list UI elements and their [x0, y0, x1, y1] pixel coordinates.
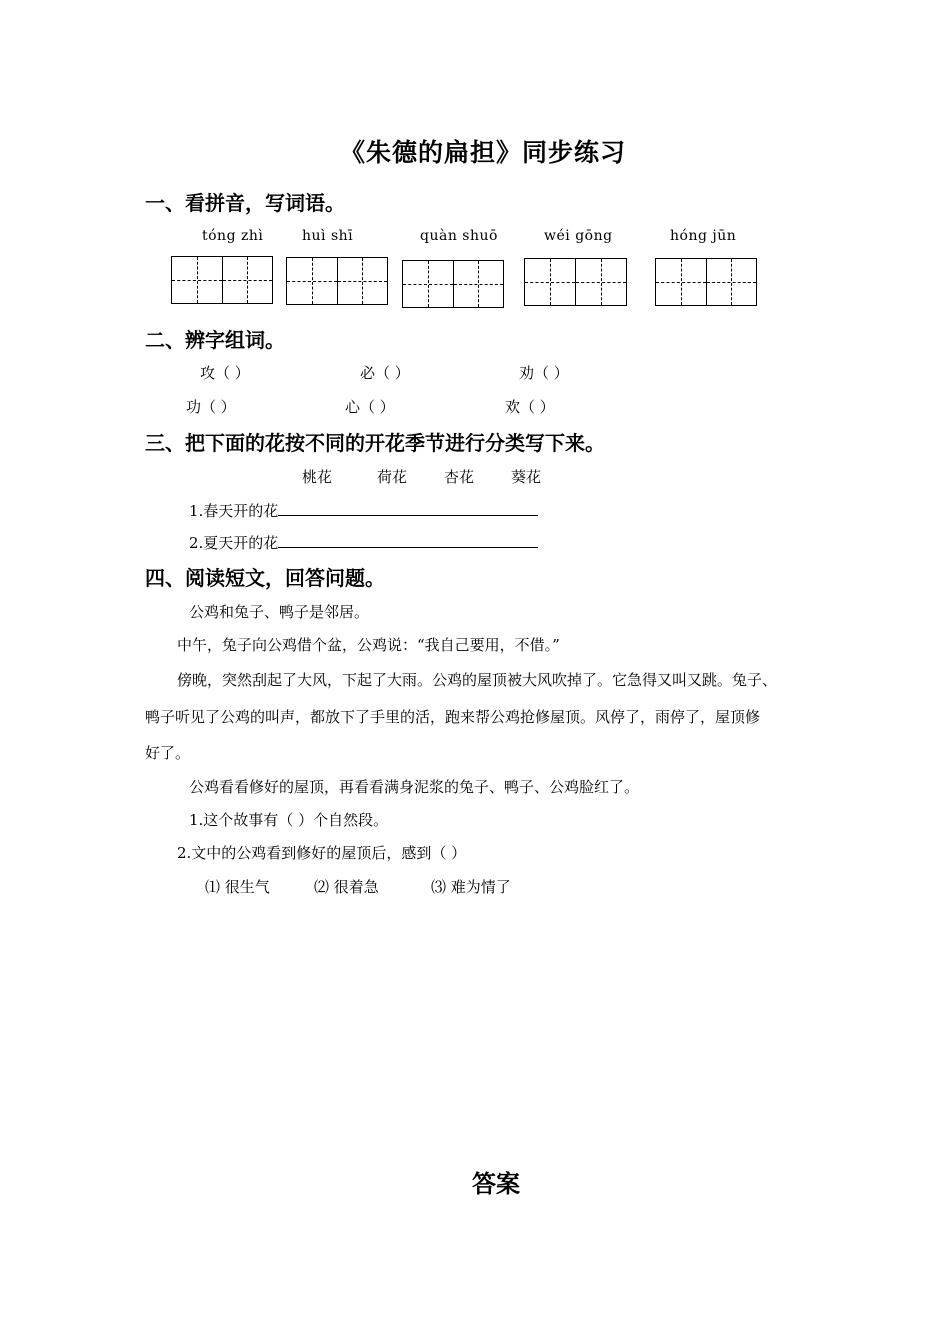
writing-grid-4[interactable] [524, 258, 627, 306]
grid-cell[interactable] [287, 258, 337, 304]
flower-3: 杏花 [444, 468, 475, 486]
question-summer-label: 2.夏天开的花 [189, 534, 279, 552]
grid-cell[interactable] [706, 259, 757, 305]
option-2: ⑵ 很着急 [314, 878, 379, 896]
answer-line[interactable] [278, 501, 538, 516]
question-spring-label: 1.春天开的花 [189, 502, 279, 520]
pinyin-2: huì shī [302, 228, 354, 244]
grid-cell[interactable] [656, 259, 706, 305]
word-item-3: 劝（ ） [519, 364, 569, 382]
answer-line[interactable] [278, 533, 538, 548]
writing-grid-3[interactable] [402, 260, 504, 308]
grid-cell[interactable] [525, 259, 575, 305]
page-title: 《朱德的扁担》同步练习 [340, 138, 627, 167]
pinyin-5: hóng jūn [670, 228, 737, 244]
grid-cell[interactable] [453, 261, 504, 307]
option-3: ⑶ 难为情了 [431, 878, 511, 896]
grid-cell[interactable] [222, 257, 273, 303]
question-2: 2.文中的公鸡看到修好的屋顶后，感到（ ） [177, 844, 467, 862]
grid-cell[interactable] [337, 258, 388, 304]
section-3-heading: 三、把下面的花按不同的开花季节进行分类写下来。 [145, 431, 605, 455]
flower-2: 荷花 [377, 468, 408, 486]
answer-heading: 答案 [472, 1170, 520, 1198]
option-1: ⑴ 很生气 [205, 878, 270, 896]
writing-grid-5[interactable] [655, 258, 757, 306]
pinyin-4: wéi gōng [544, 228, 613, 244]
question-spring [189, 500, 538, 521]
writing-grid-1[interactable] [171, 256, 273, 304]
word-item-6: 欢（ ） [505, 398, 555, 416]
pinyin-1: tóng zhì [202, 228, 264, 244]
passage-paragraph-3-line-1: 傍晚，突然刮起了大风，下起了大雨。公鸡的屋顶被大风吹掉了。它急得又叫又跳。兔子、 [177, 671, 778, 689]
word-item-2: 必（ ） [360, 364, 410, 382]
section-2-heading: 二、辨字组词。 [145, 328, 285, 352]
section-4-heading: 四、阅读短文，回答问题。 [145, 566, 385, 590]
word-item-4: 功（ ） [186, 398, 236, 416]
grid-cell[interactable] [403, 261, 453, 307]
writing-grid-2[interactable] [286, 257, 388, 305]
grid-cell[interactable] [172, 257, 222, 303]
word-item-1: 攻（ ） [200, 364, 250, 382]
word-item-5: 心（ ） [345, 398, 395, 416]
passage-paragraph-4: 公鸡看看修好的屋顶，再看看满身泥浆的兔子、鸭子、公鸡脸红了。 [189, 778, 640, 796]
passage-paragraph-1: 公鸡和兔子、鸭子是邻居。 [189, 603, 370, 621]
flower-1: 桃花 [302, 468, 333, 486]
flower-4: 葵花 [511, 468, 542, 486]
grid-cell[interactable] [575, 259, 626, 305]
passage-paragraph-2: 中午，兔子向公鸡借个盆，公鸡说：“我自己要用，不借。” [177, 636, 560, 654]
pinyin-3: quàn shuō [420, 228, 498, 244]
question-1: 1.这个故事有（ ）个自然段。 [189, 811, 389, 829]
passage-paragraph-3-line-3: 好了。 [145, 744, 191, 762]
question-summer [189, 532, 538, 553]
passage-paragraph-3-line-2: 鸭子听见了公鸡的叫声，都放下了手里的活，跑来帮公鸡抢修屋顶。风停了，雨停了，屋顶修 [145, 708, 761, 726]
section-1-heading: 一、看拼音，写词语。 [145, 191, 345, 215]
